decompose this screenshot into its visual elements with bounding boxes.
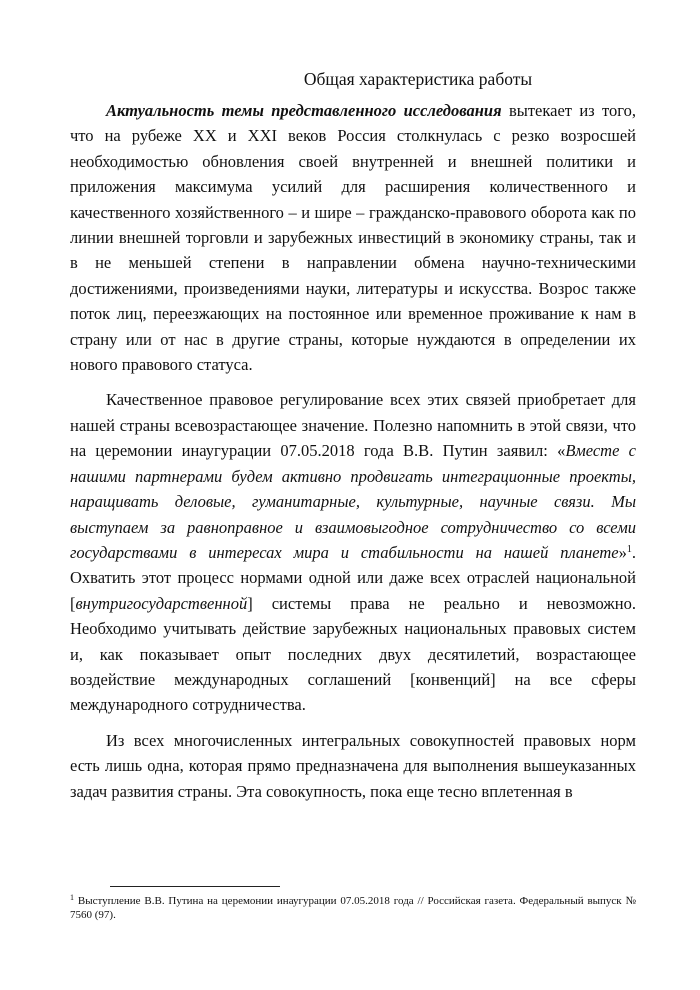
integral-text: Из всех многочисленных интегральных совокупностей правовых норм есть лишь одна, которая прямо предназначена для выполнения вышеуказанных задач развития страны. Эта совокупность, пока еще тесно вплетенная в [70, 730, 636, 801]
regulation-text-after-2: ] системы права не реально и невозможно. Необходимо учитывать действие зарубежных национальных правовых систем и, как показывает опыт последних двух десятилетий, возрастающее воздействие международных соглашений [конвенций] на все сферы международного сотрудничества. [70, 593, 636, 715]
footnote-mark: 1 [70, 893, 74, 902]
document-body [70, 66, 636, 814]
paragraph-regulation [70, 387, 636, 717]
putin-quote: Вместе с нашими партнерами будем активно продвигать интеграционные проекты, наращивать деловые, гуманитарные, культурные, научные связи. Мы выступаем за равноправное и взаимовыгодное сотрудничество со всеми государствами в интересах мира и стабильности на нашей планете [70, 441, 636, 562]
paragraph-integral [70, 728, 636, 804]
relevance-lead-phrase: Актуальность темы представленного исследования [106, 101, 502, 120]
paragraph-relevance [70, 98, 636, 377]
document-title: Общая характеристика работы [303, 69, 533, 89]
footnote-text: Выступление В.В. Путина на церемонии инаугурации 07.05.2018 года // Российская газета. Федеральный выпуск № 7560 (97). [70, 895, 636, 921]
quote-close-mark: » [618, 542, 627, 562]
footnote-separator [110, 886, 280, 887]
regulation-text-before: Качественное правовое регулирование всех этих связей приобретает для нашей страны всевозрастающее значение. Полезно напомнить в этой связи, что на церемонии инаугурации 07.05.2018 года В.В. Путин заявил: « [70, 390, 636, 461]
relevance-text: вытекает из того, что на рубеже XX и XXI веков Россия столкнулась с резко возросшей необходимостью обновления своей внутренней и внешней политики и приложения максимума усилий для расширения количественного и качественного хозяйственного – и шире – гражданско-правового оборота как по линии внешней торговли и зарубежных инвестиций в экономику страны, так и в не меньшей степени в направлении обмена научно-техническими достижениями, произведениями науки, литературы и искусства. Возрос также поток лиц, переезжающих на постоянное или временное проживание к нам в страну или от нас в другие страны, которые нуждаются в определении их нового правового статуса. [70, 101, 636, 375]
regulation-text-after-1: . Охватить этот процесс нормами одной или даже всех отраслей национальной [ [70, 542, 636, 613]
footnote [70, 894, 636, 922]
footnote-reference[interactable]: 1 [626, 543, 632, 555]
bracket-italic-term: внутригосударственной [75, 593, 248, 613]
